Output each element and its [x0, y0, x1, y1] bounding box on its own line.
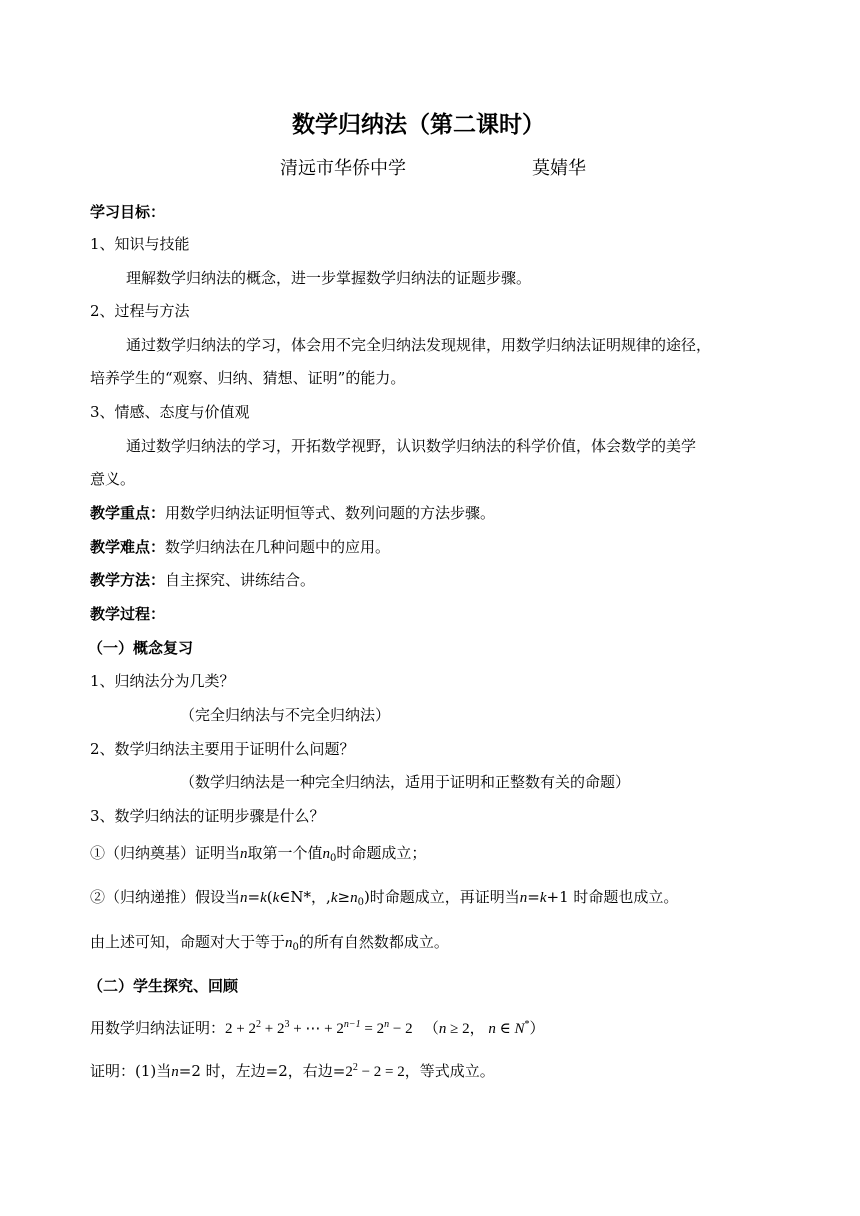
- proof-line: [90, 1061, 495, 1082]
- f-term: 2: [248, 1021, 256, 1037]
- f-ge: ≥: [450, 1021, 459, 1037]
- key-label: 教学重点：: [90, 504, 166, 522]
- objective-2-text-line2: 培养学生的“观察、归纳、猜想、证明”的能力。: [90, 369, 406, 387]
- step-2-text-i: +1 时命题也成立。: [546, 888, 679, 906]
- step-1-text-c: 时命题成立；: [336, 844, 427, 862]
- f-minus: −: [361, 1064, 371, 1080]
- step-2: [90, 887, 678, 908]
- var-n: n: [519, 890, 528, 906]
- objective-2-text-line1: 通过数学归纳法的学习，体会用不完全归纳法发现规律，用数学归纳法证明规律的途径，: [126, 336, 712, 354]
- f-term: 2: [276, 1021, 285, 1037]
- conclusion: [90, 932, 449, 953]
- f-in: ∈: [499, 1021, 511, 1037]
- answer-1: （完全归纳法与不完全归纳法）: [180, 706, 391, 724]
- f-exp: [344, 1019, 361, 1030]
- document-title: 数学归纳法（第二课时）: [292, 111, 545, 138]
- var-k: k: [330, 890, 338, 906]
- f-term: 2: [405, 1021, 413, 1037]
- answer-2: （数学归纳法是一种完全归纳法，适用于证明和正整数有关的命题）: [180, 773, 631, 791]
- method-text: 自主探究、讲练结合。: [165, 571, 316, 589]
- var-n: n: [171, 1064, 179, 1080]
- f-term: 2: [462, 1021, 470, 1037]
- proof-text-a: 证明：(1)当: [90, 1062, 172, 1080]
- proof-formula: [345, 1064, 404, 1080]
- step-2-ge: ≥: [337, 888, 351, 906]
- method-label: 教学方法：: [90, 571, 166, 589]
- question-3: 3、数学归纳法的证明步骤是什么？: [90, 807, 325, 825]
- objective-2-label: 2、过程与方法: [90, 302, 190, 320]
- proof-text-b: =2 时，左边=2，右边=: [178, 1062, 346, 1080]
- f-exp: [384, 1019, 389, 1030]
- objective-3-text-line2: 意义。: [90, 470, 136, 488]
- step-1-text-b: 取第一个值: [247, 844, 323, 862]
- step-2-text-g: )时命题成立，再证明当: [363, 888, 520, 906]
- f-exp: 3: [284, 1019, 290, 1030]
- var-k: k: [272, 890, 280, 906]
- f-term: 2: [397, 1064, 405, 1080]
- conclusion-text-a: 由上述可知，命题对大于等于: [90, 933, 286, 951]
- var-n: n: [240, 846, 248, 862]
- exercise-formula: [225, 1021, 544, 1037]
- f-comma: ，: [469, 1021, 485, 1037]
- subscript-0: 0: [357, 897, 364, 908]
- process-heading: 教学过程：: [90, 605, 166, 623]
- objective-3-label: 3、情感、态度与价值观: [90, 403, 250, 421]
- exercise: [90, 1018, 544, 1039]
- var-n0: n: [350, 890, 358, 906]
- question-1: 1、归纳法分为几类？: [90, 672, 235, 690]
- var-k: k: [539, 890, 547, 906]
- f-exp-n1: n−1: [343, 1019, 361, 1030]
- f-eq: =: [385, 1064, 394, 1080]
- conclusion-text-b: 的所有自然数都成立。: [298, 933, 449, 951]
- subscript-0: 0: [292, 942, 299, 953]
- f-set-n: N: [514, 1021, 525, 1037]
- section-2-heading: （二）学生探究、回顾: [88, 977, 239, 995]
- var-n0: n: [322, 846, 331, 862]
- f-minus: −: [392, 1021, 402, 1037]
- subscript-0: 0: [330, 853, 337, 864]
- author-name: 莫婧华: [532, 158, 586, 179]
- f-exp: 2: [352, 1062, 358, 1073]
- f-exp-n: n: [384, 1019, 390, 1030]
- f-dots: ⋯: [305, 1021, 321, 1037]
- exercise-label: 用数学归纳法证明：: [90, 1019, 226, 1037]
- step-2-eq2: =: [527, 888, 540, 906]
- difficulty-label: 教学难点：: [90, 538, 166, 556]
- var-n: n: [240, 890, 248, 906]
- f-term: 2: [225, 1021, 233, 1037]
- step-1: [90, 843, 426, 864]
- step-2-text-a: ②（归纳递推）假设当: [90, 888, 241, 906]
- f-term: 2: [336, 1021, 344, 1037]
- proof-text-c: ，等式成立。: [404, 1062, 495, 1080]
- f-open: （: [423, 1021, 439, 1037]
- objectives-heading: 学习目标：: [90, 203, 166, 221]
- school-name: 清远市华侨中学: [280, 158, 406, 179]
- step-1-text-a: ①（归纳奠基）证明当: [90, 844, 241, 862]
- step-2-comma: ,: [326, 888, 331, 906]
- difficulty-text: 数学归纳法在几种问题中的应用。: [165, 538, 391, 556]
- f-term: 2: [345, 1064, 353, 1080]
- f-star: *: [524, 1019, 530, 1030]
- f-plus: +: [264, 1021, 274, 1037]
- f-plus: +: [293, 1021, 302, 1037]
- teaching-difficulties: [90, 537, 390, 557]
- step-2-eq: =: [247, 888, 261, 906]
- f-close: ）: [529, 1021, 545, 1037]
- step-2-in-n: ∈N*，: [279, 888, 327, 906]
- f-eq: =: [364, 1021, 373, 1037]
- section-1-heading: （一）概念复习: [88, 639, 194, 657]
- var-k: k: [260, 890, 267, 906]
- objective-3-text-line1: 通过数学归纳法的学习，开拓数学视野，认识数学归纳法的科学价值，体会数学的美学: [126, 437, 697, 455]
- step-2-paren: (: [266, 888, 273, 906]
- f-term: 2: [373, 1064, 382, 1080]
- var-n0: n: [285, 935, 293, 951]
- objective-1-label: 1、知识与技能: [90, 235, 190, 253]
- f-plus: +: [324, 1021, 333, 1037]
- f-plus: +: [236, 1021, 245, 1037]
- f-exp: 2: [255, 1019, 261, 1030]
- key-text: 用数学归纳法证明恒等式、数列问题的方法步骤。: [165, 504, 496, 522]
- f-term: 2: [376, 1021, 385, 1037]
- var-n: n: [488, 1021, 496, 1037]
- question-2: 2、数学归纳法主要用于证明什么问题？: [90, 740, 355, 758]
- objective-1-text: 理解数学归纳法的概念，进一步掌握数学归纳法的证题步骤。: [126, 269, 532, 287]
- var-n: n: [438, 1021, 447, 1037]
- teaching-methods: [90, 570, 315, 590]
- teaching-key-points: [90, 503, 495, 523]
